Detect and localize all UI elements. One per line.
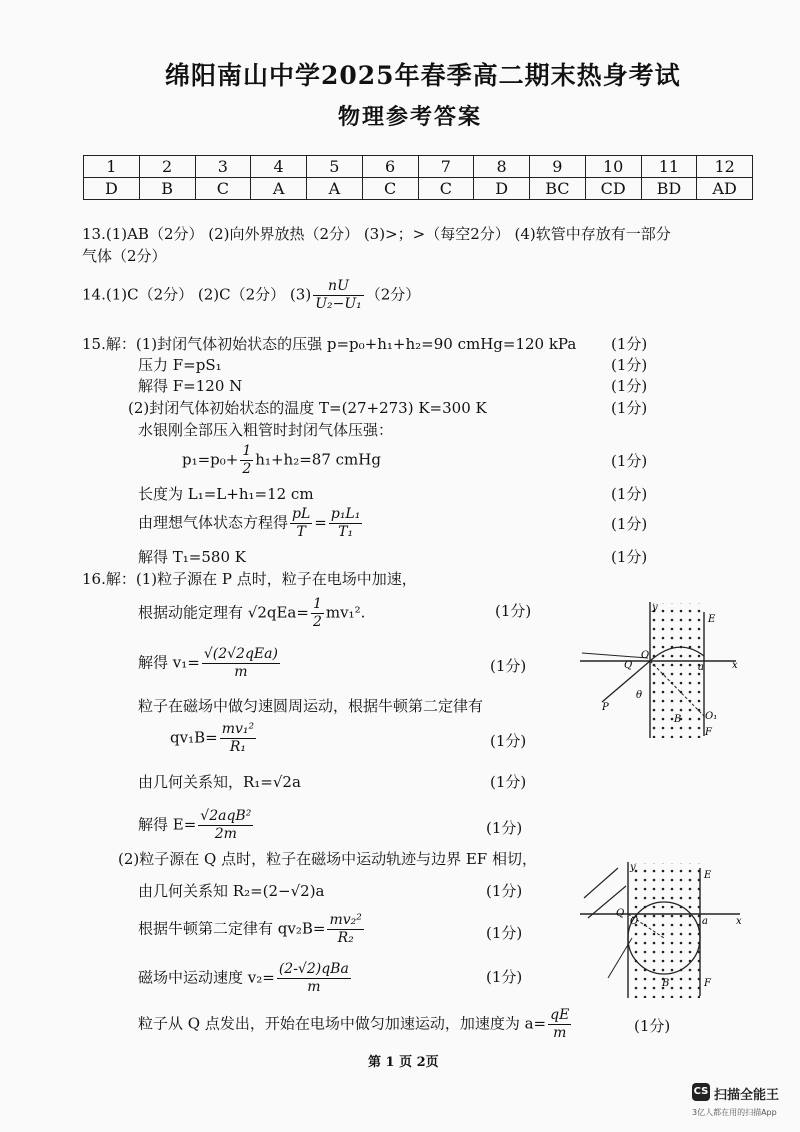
question-number: 10 (585, 156, 641, 178)
q15-l8-frac-1 (290, 506, 312, 541)
q16-l11-num: (2-√2)qBa (278, 961, 349, 977)
q16-line-7 (138, 808, 255, 843)
q16-half-fraction (311, 596, 324, 631)
q16-l3-den: m (234, 664, 248, 680)
q15-l6-den: 2 (242, 461, 252, 477)
q16-line-11 (138, 961, 353, 996)
q15-line-6 (182, 443, 381, 478)
q16-l5-frac (220, 721, 256, 756)
answer-cell: BC (530, 178, 586, 200)
q16-l11-frac (277, 961, 351, 996)
score: (1分) (611, 356, 648, 374)
question-number: 7 (418, 156, 474, 178)
score: (1分) (486, 819, 523, 837)
q16-l2-den: 2 (312, 614, 322, 630)
q15-l6-num: 1 (242, 443, 252, 459)
page-title: 绵阳南山中学2025年春季高二期末热身考试 (165, 61, 681, 90)
q15-line-7: 长度为 L₁=L+h₁=12 cm (138, 485, 314, 503)
answer-table-numbers-row (84, 156, 753, 178)
score: (1分) (611, 515, 648, 533)
score: (1分) (486, 968, 523, 986)
q16-l10-den: R₂ (337, 930, 354, 946)
answer-cell: CD (585, 178, 641, 200)
fig2-x-label: x (736, 916, 742, 927)
score: (1分) (634, 1017, 671, 1035)
answer-cell: A (307, 178, 363, 200)
answer-cell: BD (641, 178, 697, 200)
page-number: 第 1 页 2页 (368, 1055, 439, 1070)
q16-l3-num: √(2√2qEa) (203, 646, 278, 662)
q16-l12-den: m (553, 1025, 567, 1041)
q15-line-8 (138, 506, 364, 541)
question-number: 9 (530, 156, 586, 178)
q16-l7-num: √2aqB² (200, 808, 252, 824)
fig2-o-label: O (630, 916, 639, 927)
score: (1分) (611, 399, 648, 417)
q16-line-10 (138, 912, 366, 947)
question-number: 4 (251, 156, 307, 178)
question-number: 8 (474, 156, 530, 178)
fig2-y-label: y (630, 862, 636, 873)
figure-2-diagram (578, 858, 748, 1000)
q15-l8-eq: = (314, 513, 327, 532)
answer-cell: C (418, 178, 474, 200)
q16-l12-frac (548, 1007, 571, 1042)
q16-l7-a: 解得 E= (138, 815, 197, 834)
q16-line-4: 粒子在磁场中做匀速圆周运动，根据牛顿第二定律有 (138, 697, 484, 715)
q15-l8-a: 由理想气体状态方程得 (138, 513, 289, 532)
q16-line-3 (138, 646, 282, 681)
score: (1分) (611, 335, 648, 353)
page-subtitle: 物理参考答案 (338, 104, 483, 130)
figure-1-diagram (578, 598, 748, 740)
q16-l11-den: m (307, 979, 321, 995)
q16-l2-b: mv₁². (325, 603, 366, 622)
question-number: 11 (641, 156, 697, 178)
question-number: 6 (362, 156, 418, 178)
q-path (582, 653, 648, 658)
q14-den: U₂−U₁ (315, 296, 362, 312)
q16-line-9: 由几何关系知 R₂=(2−√2)a (138, 882, 325, 900)
fig1-o1-label: O₁ (705, 711, 718, 722)
watermark-name: 扫描全能王 (714, 1088, 780, 1103)
fig1-e-label: E (708, 614, 716, 625)
q16-l5-a: qv₁B= (170, 728, 218, 747)
score: (1分) (490, 657, 527, 675)
q16-l12-num: qE (550, 1007, 570, 1023)
fig1-b-label: B (674, 714, 682, 725)
q16-l7-frac (198, 808, 253, 843)
answer-cell: D (84, 178, 140, 200)
fig1-q-label: Q (624, 660, 633, 671)
watermark-sub: 3亿人都在用的扫描App (692, 1108, 777, 1117)
q16-line-12 (138, 1007, 573, 1042)
fig1-x-label: x (732, 660, 738, 671)
score: (1分) (490, 732, 527, 750)
q14-fraction (313, 278, 364, 313)
answer-cell: D (474, 178, 530, 200)
q15-l6-b: h₁+h₂=87 cmHg (255, 450, 381, 469)
answer-cell: AD (697, 178, 753, 200)
answer-cell: C (362, 178, 418, 200)
q15-half-fraction (240, 443, 253, 478)
question-number: 5 (307, 156, 363, 178)
fig1-a-label: a (698, 662, 704, 673)
answer-cell: C (195, 178, 251, 200)
q16-l2-a: 根据动能定理有 √2qEa= (138, 603, 309, 622)
fig1-y-label: y (652, 602, 658, 613)
q16-l10-num: mv₂² (329, 912, 362, 928)
hatch-line (584, 868, 618, 898)
q16-l10-frac (327, 912, 363, 947)
q15-line-5: 水银刚全部压入粗管时封闭气体压强： (138, 421, 394, 439)
score: (1分) (486, 924, 523, 942)
q16-v1-fraction (202, 646, 280, 681)
fig1-p-label: P (602, 702, 609, 713)
question-number: 3 (195, 156, 251, 178)
q15-line-3: 解得 F=120 N (138, 377, 243, 395)
score: (1分) (611, 452, 648, 470)
q16-l10-a: 根据牛顿第二定律有 qv₂B= (138, 919, 326, 938)
q15-line-1: 15.解：(1)封闭气体初始状态的压强 p=p₀+h₁+h₂=90 cmHg=120 kPa (82, 335, 577, 353)
q16-l12-a: 粒子从 Q 点发出，开始在电场中做匀加速运动，加速度为 a= (138, 1014, 547, 1033)
q16-l5-den: R₁ (229, 739, 246, 755)
q15-l8-den2: T₁ (338, 524, 354, 540)
q15-line-4: (2)封闭气体初始状态的温度 T=(27+273) K=300 K (128, 399, 487, 417)
fig2-f-label: F (704, 978, 711, 989)
q16-l3-a: 解得 v₁= (138, 653, 200, 672)
q16-line-2 (138, 596, 365, 631)
q16-line-6: 由几何关系知，R₁=√2a (138, 773, 301, 791)
answer-table (83, 155, 753, 200)
question-number: 2 (139, 156, 195, 178)
fig2-b-label: B (662, 978, 670, 989)
score: (1分) (611, 377, 648, 395)
q14-num: nU (313, 278, 364, 296)
q16-l11-a: 磁场中运动速度 v₂= (138, 968, 275, 987)
fig1-theta-label: θ (636, 690, 643, 701)
score: (1分) (611, 548, 648, 566)
q15-l8-den1: T (296, 524, 306, 540)
q16-line-8: (2)粒子源在 Q 点时，粒子在磁场中运动轨迹与边界 EF 相切， (118, 850, 537, 868)
q14-line (82, 278, 420, 313)
q13-line-1: 13.(1)AB（2分） (2)向外界放热（2分） (3)>；>（每空2分） (4)软管中存放有一部分 (82, 225, 671, 243)
score: (1分) (495, 602, 532, 620)
q15-l8-num1: pL (292, 506, 311, 522)
question-number: 1 (84, 156, 140, 178)
answer-cell: A (251, 178, 307, 200)
q15-line-9: 解得 T₁=580 K (138, 548, 246, 566)
fig2-q-label: Q (616, 908, 625, 919)
q14-prefix: 14.(1)C（2分） (2)C（2分） (3) (82, 285, 312, 304)
q16-line-5 (170, 721, 258, 756)
score: (1分) (490, 773, 527, 791)
answer-cell: B (139, 178, 195, 200)
q16-l2-num: 1 (312, 596, 322, 612)
fig1-f-label: F (705, 727, 712, 738)
fig2-e-label: E (704, 870, 712, 881)
score: (1分) (611, 485, 648, 503)
q16-l5-num: mv₁² (221, 721, 255, 737)
q13-line-2: 气体（2分） (82, 247, 167, 265)
answer-table-answers-row (84, 178, 753, 200)
question-number: 12 (697, 156, 753, 178)
camscanner-logo-icon: CS (692, 1083, 710, 1101)
fig1-o-label: O (641, 650, 650, 661)
q15-l8-frac-2 (329, 506, 362, 541)
q16-l7-den: 2m (214, 826, 237, 842)
q16-line-1: 16.解：(1)粒子源在 P 点时，粒子在电场中加速， (82, 570, 417, 588)
q14-suffix: （2分） (365, 285, 421, 304)
q15-l8-num2: p₁L₁ (330, 506, 361, 522)
score: (1分) (486, 882, 523, 900)
q15-line-2: 压力 F=pS₁ (138, 356, 222, 374)
fig2-a-label: a (702, 916, 708, 927)
q15-l6-a: p₁=p₀+ (182, 450, 239, 469)
